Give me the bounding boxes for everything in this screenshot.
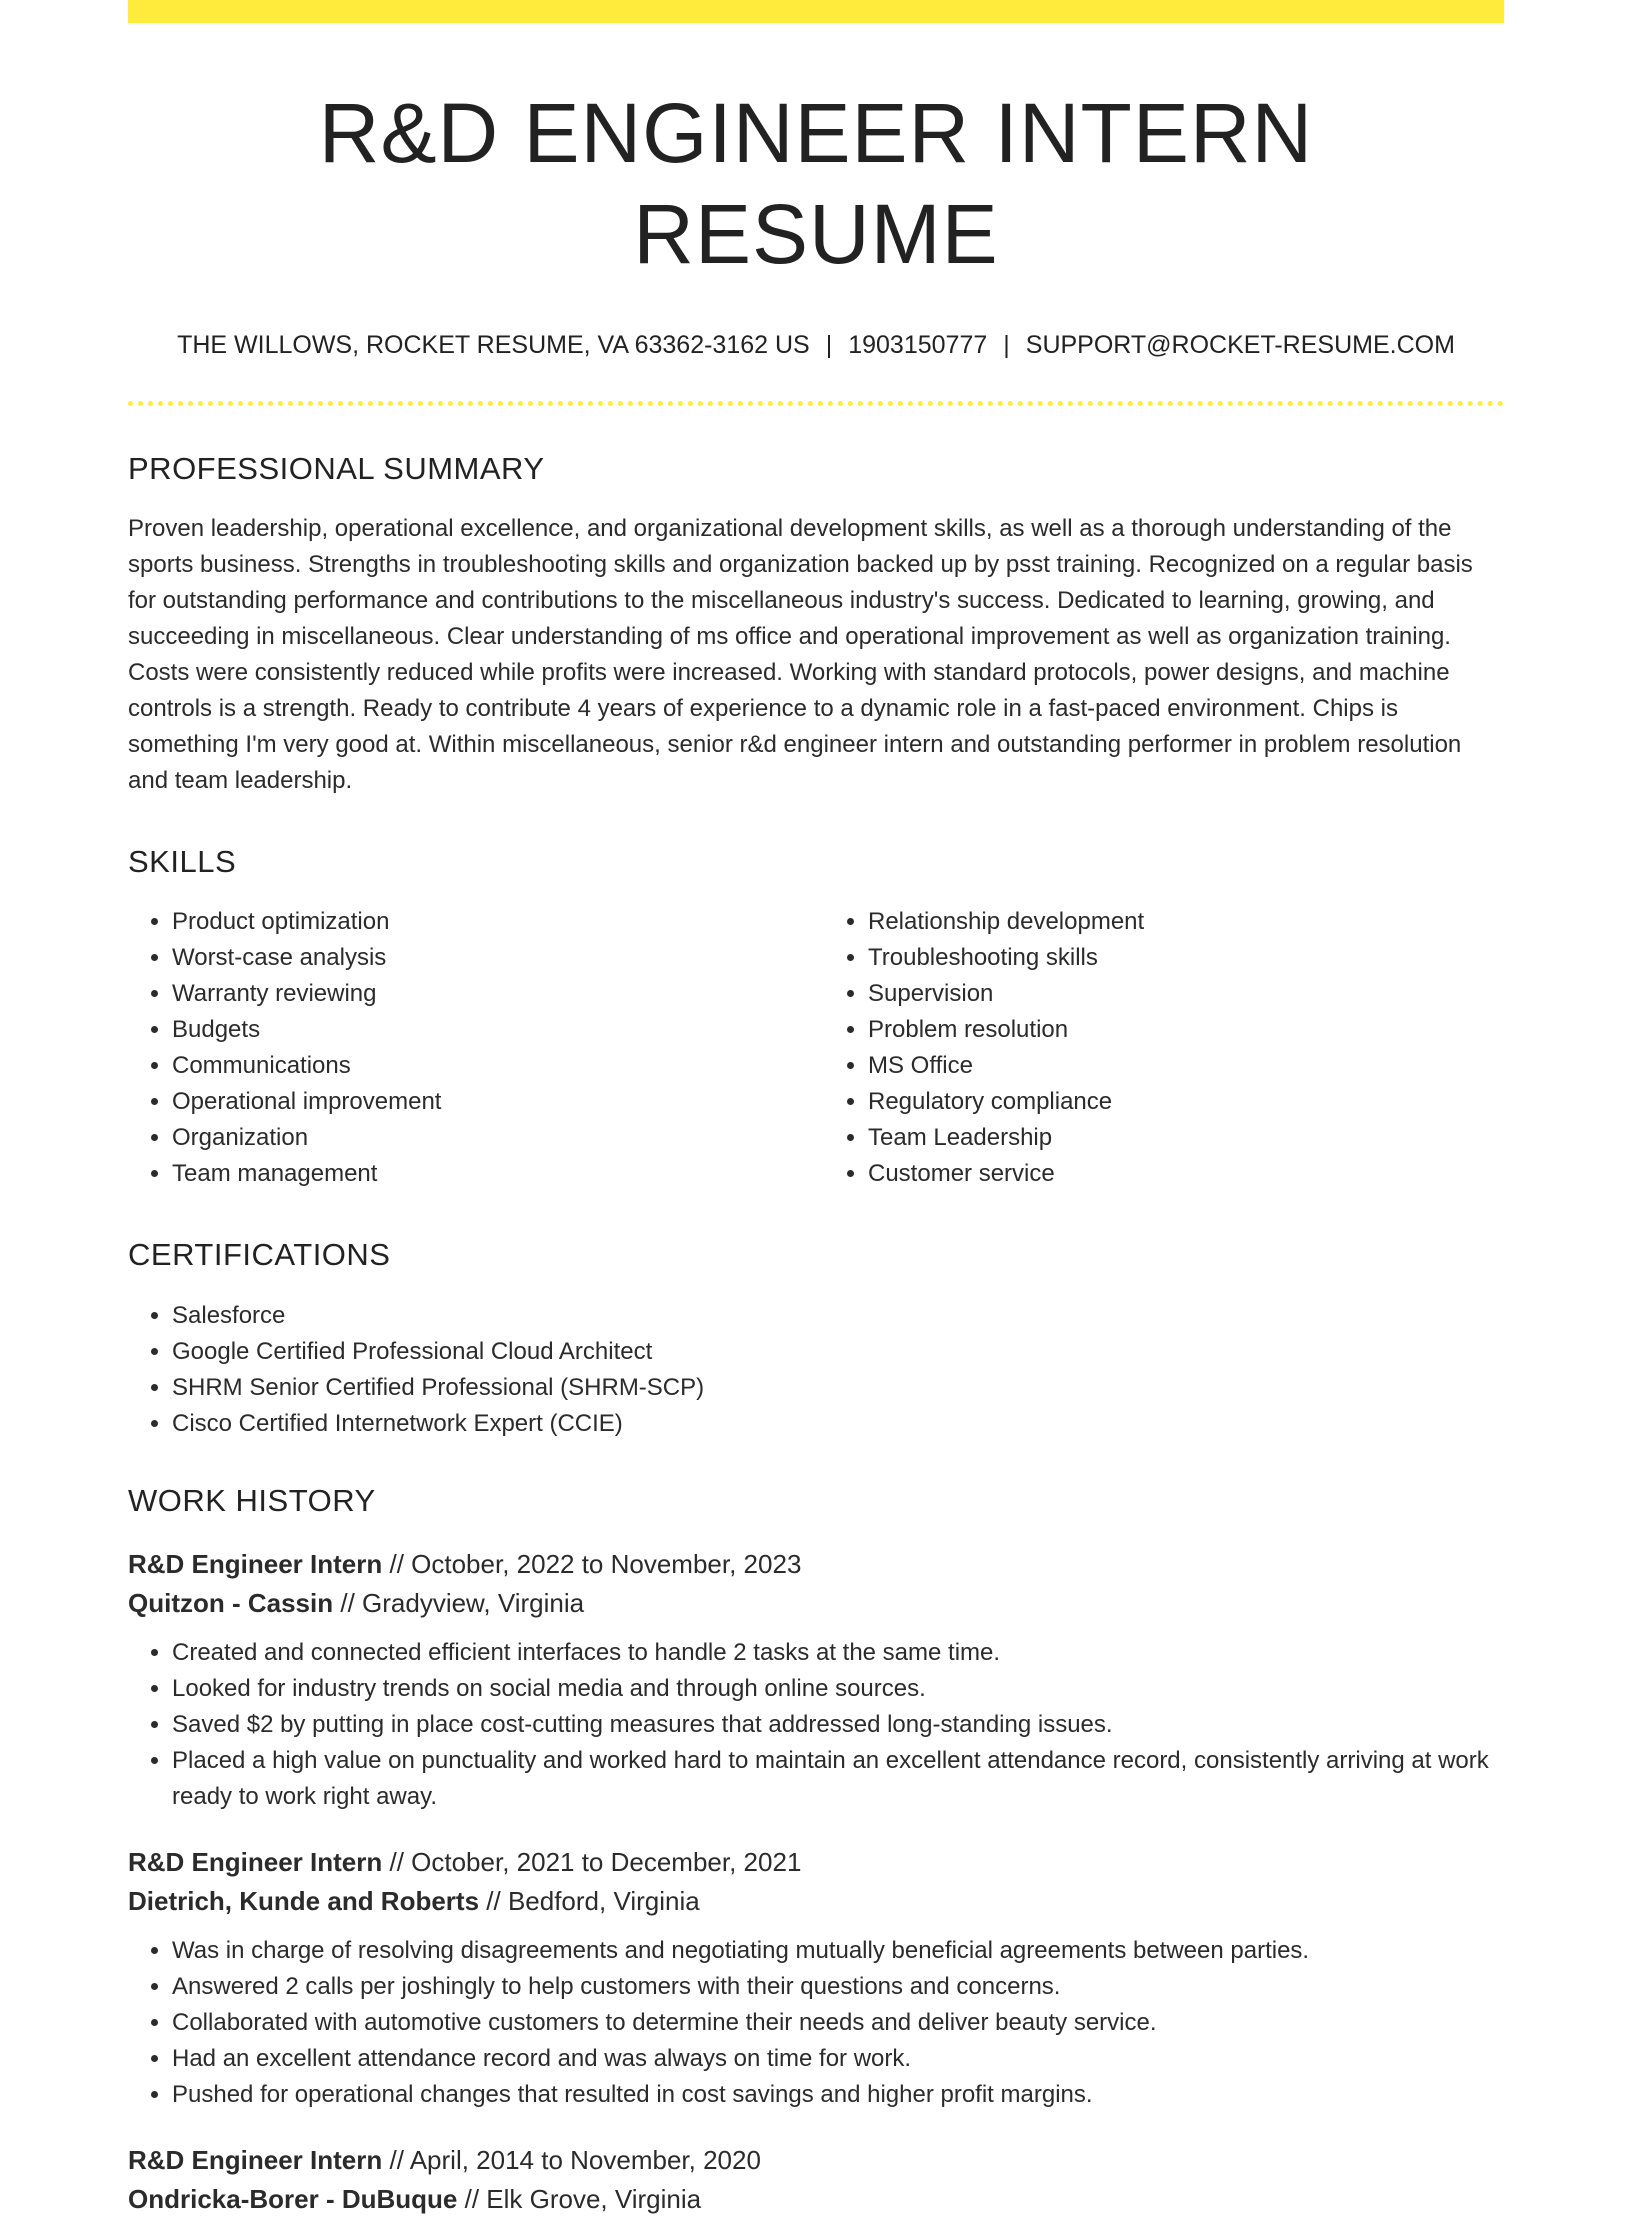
job-location: // Bedford, Virginia <box>479 1885 700 1916</box>
skill-item: • Communications <box>172 1048 816 1084</box>
job-bullet: • Was in charge of resolving disagreements and negotiating mutually beneficial agreements between parties. <box>172 1933 1504 1969</box>
contact-separator: | <box>1003 330 1010 359</box>
resume-title: R&D ENGINEER INTERN RESUME <box>318 86 1314 281</box>
skills-heading: SKILLS <box>128 844 237 880</box>
job-title: R&D Engineer Intern <box>128 1548 383 1579</box>
job-bullet: • Answered 2 calls per joshingly to help customers with their questions and concerns. <box>172 1969 1504 2005</box>
job-bullet: • Placed a high value on punctuality and worked hard to maintain an excellent attendance record, consistently arriving at work ready to work right away. <box>172 1743 1504 1815</box>
contact-email: SUPPORT@ROCKET-RESUME.COM <box>1025 330 1455 359</box>
certification-item: • SHRM Senior Certified Professional (SHRM-SCP) <box>172 1370 1504 1406</box>
job-dates: // April, 2014 to November, 2020 <box>382 2144 761 2175</box>
job-entry <box>128 1545 1504 1815</box>
resume-page <box>128 0 1504 2219</box>
skill-item: • Supervision <box>868 976 1504 1012</box>
job-bullet: • Created and connected efficient interfaces to handle 2 tasks at the same time. <box>172 1635 1504 1671</box>
job-company: Dietrich, Kunde and Roberts <box>128 1885 480 1916</box>
job-bullets <box>128 1933 1504 2113</box>
skill-item: • Team management <box>172 1156 816 1192</box>
skill-item: • Worst-case analysis <box>172 940 816 976</box>
job-bullet: • Had an excellent attendance record and was always on time for work. <box>172 2041 1504 2077</box>
skill-item: • Team Leadership <box>868 1120 1504 1156</box>
job-title: R&D Engineer Intern <box>128 1846 383 1877</box>
skill-item: • Customer service <box>868 1156 1504 1192</box>
skill-item: • Problem resolution <box>868 1012 1504 1048</box>
skill-item: • Warranty reviewing <box>172 976 816 1012</box>
accent-bar <box>128 0 1504 23</box>
job-dates: // October, 2021 to December, 2021 <box>382 1846 802 1877</box>
header-divider <box>128 401 1504 406</box>
job-title-line <box>128 2141 1504 2180</box>
job-bullet: • Looked for industry trends on social media and through online sources. <box>172 1671 1504 1707</box>
job-bullet: • Saved $2 by putting in place cost-cutting measures that addressed long-standing issues. <box>172 1707 1504 1743</box>
job-dates: // October, 2022 to November, 2023 <box>382 1548 802 1579</box>
certifications-heading: CERTIFICATIONS <box>128 1237 391 1273</box>
certification-item: • Cisco Certified Internetwork Expert (CCIE) <box>172 1406 1504 1442</box>
work-history-heading: WORK HISTORY <box>128 1482 376 1518</box>
job-company: Quitzon - Cassin <box>128 1587 334 1618</box>
skill-item: • Organization <box>172 1120 816 1156</box>
job-title-line <box>128 1545 1504 1584</box>
job-title: R&D Engineer Intern <box>128 2144 383 2175</box>
skills-grid <box>128 904 1504 1192</box>
certification-item: • Google Certified Professional Cloud Architect <box>172 1334 1504 1370</box>
contact-line <box>128 329 1504 362</box>
job-bullet: • Collaborated with automotive customers to determine their needs and deliver beauty service. <box>172 2005 1504 2041</box>
job-company-line <box>128 2180 1504 2219</box>
job-location: // Gradyview, Virginia <box>333 1587 585 1618</box>
skill-item: • Regulatory compliance <box>868 1084 1504 1120</box>
skill-item: • Operational improvement <box>172 1084 816 1120</box>
summary-text: Proven leadership, operational excellence, and organizational development skills, as well as a thorough understanding of the sports business. Strengths in troubleshooting skills and organization backed up by psst training. Recognized on a regular basis for outstanding performance and contributions to the miscellaneous industry's success. Dedicated to learning, growing, and succeeding in miscellaneous. Clear understanding of ms office and operational improvement as well as organization training. Costs were consistently reduced while profits were increased. Working with standard protocols, power designs, and machine controls is a strength. Ready to contribute 4 years of experience to a dynamic role in a fast-paced environment. Chips is something I'm very good at. Within miscellaneous, senior r&d engineer intern and outstanding performer in problem resolution and team leadership. <box>128 515 1473 795</box>
contact-phone: 1903150777 <box>848 330 988 359</box>
skills-list-left <box>128 904 816 1192</box>
job-company: Ondricka-Borer - DuBuque <box>128 2183 458 2214</box>
certification-item: • Salesforce <box>172 1298 1504 1334</box>
contact-address: THE WILLOWS, ROCKET RESUME, VA 63362-3162 US <box>177 330 810 359</box>
skill-item: • Budgets <box>172 1012 816 1048</box>
job-bullet: • Pushed for operational changes that resulted in cost savings and higher profit margins. <box>172 2077 1504 2113</box>
certifications-list <box>128 1298 1504 1442</box>
job-bullets <box>128 1635 1504 1815</box>
skill-item: • Product optimization <box>172 904 816 940</box>
job-entry <box>128 2141 1504 2219</box>
job-entry <box>128 1843 1504 2113</box>
job-company-line <box>128 1882 1504 1921</box>
summary-heading: PROFESSIONAL SUMMARY <box>128 451 545 487</box>
skill-item: • Relationship development <box>868 904 1504 940</box>
skill-item: • MS Office <box>868 1048 1504 1084</box>
skill-item: • Troubleshooting skills <box>868 940 1504 976</box>
job-title-line <box>128 1843 1504 1882</box>
job-location: // Elk Grove, Virginia <box>457 2183 702 2214</box>
skills-list-right <box>816 904 1504 1192</box>
contact-separator: | <box>825 330 833 359</box>
job-company-line <box>128 1584 1504 1623</box>
